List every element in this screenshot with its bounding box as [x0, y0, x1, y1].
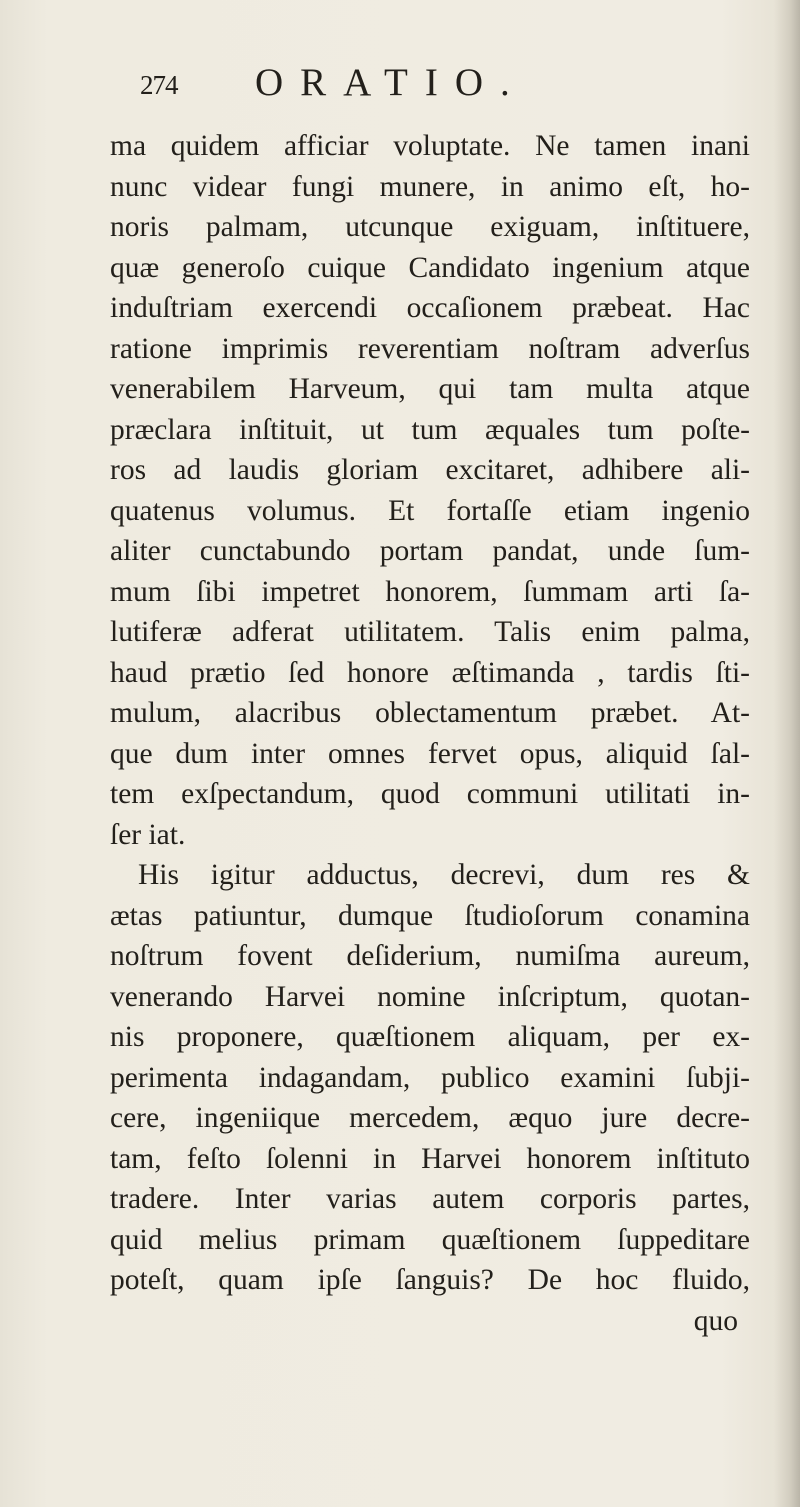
text-line: nunc videar fungi munere, in animo eſt, ho-: [110, 170, 750, 203]
text-line: mulum, alacribus oblectamentum præbet. At-: [110, 697, 750, 729]
text-line: aliter cunctabundo portam pandat, unde ſum-: [110, 535, 750, 567]
text-line: noris palmam, utcunque exiguam, inſtituere,: [110, 211, 750, 243]
text-line: ros ad laudis gloriam excitaret, adhibere ali-: [110, 454, 750, 486]
text-line: ratione imprimis reverentiam noſtram adverſus: [110, 332, 750, 365]
text-line: induſtriam exercendi occaſionem præbeat. Hac: [110, 292, 750, 324]
text-line: noſtrum fovent deſiderium, numiſma aureum,: [110, 940, 750, 972]
running-title: ORATIO.: [255, 61, 527, 104]
text-line: tradere. Inter varias autem corporis partes,: [110, 1183, 750, 1215]
gutter-shadow: [774, 0, 800, 1507]
text-line: His igitur adductus, decrevi, dum res &: [138, 859, 750, 891]
page-number: 274: [140, 70, 178, 100]
text-line: nis proponere, quæſtionem aliquam, per ex-: [110, 1021, 750, 1053]
text-line: tem exſpectandum, quod communi utilitati in-: [110, 778, 750, 810]
catchword: quo: [693, 1304, 738, 1337]
text-line: venerando Harvei nomine inſcriptum, quotan-: [110, 980, 750, 1013]
text-line: quatenus volumus. Et fortaſſe etiam ingenio: [110, 494, 750, 527]
text-line: quæ generoſo cuique Candidato ingenium atque: [110, 251, 750, 284]
text-line: haud prætio ſed honore æſtimanda , tardis ſti-: [110, 656, 750, 689]
text-line: cere, ingeniique mercedem, æquo jure decre-: [110, 1102, 750, 1134]
text-line: tam, feſto ſolenni in Harvei honorem inſtituto: [110, 1142, 750, 1175]
text-line: perimenta indagandam, publico examini ſubji-: [110, 1061, 750, 1094]
text-line: que dum inter omnes fervet opus, aliquid ſal-: [110, 737, 750, 770]
text-line: ma quidem afficiar voluptate. Ne tamen inani: [110, 130, 750, 162]
text-line: venerabilem Harveum, qui tam multa atque: [110, 373, 750, 405]
text-line: mum ſibi impetret honorem, ſummam arti ſa-: [110, 575, 750, 608]
text-line: lutiferæ adferat utilitatem. Talis enim palma,: [110, 616, 750, 648]
body-text: [110, 126, 750, 1341]
text-line: præclara inſtituit, ut tum æquales tum poſte-: [110, 413, 750, 446]
page-header: [140, 60, 700, 110]
text-line: quid melius primam quæſtionem ſuppeditare: [110, 1223, 750, 1256]
text-line: poteſt, quam ipſe ſanguis? De hoc fluido,: [110, 1264, 750, 1296]
text-line: ætas patiuntur, dumque ſtudioſorum conamina: [110, 899, 750, 932]
text-line: ſer iat.: [110, 818, 186, 851]
